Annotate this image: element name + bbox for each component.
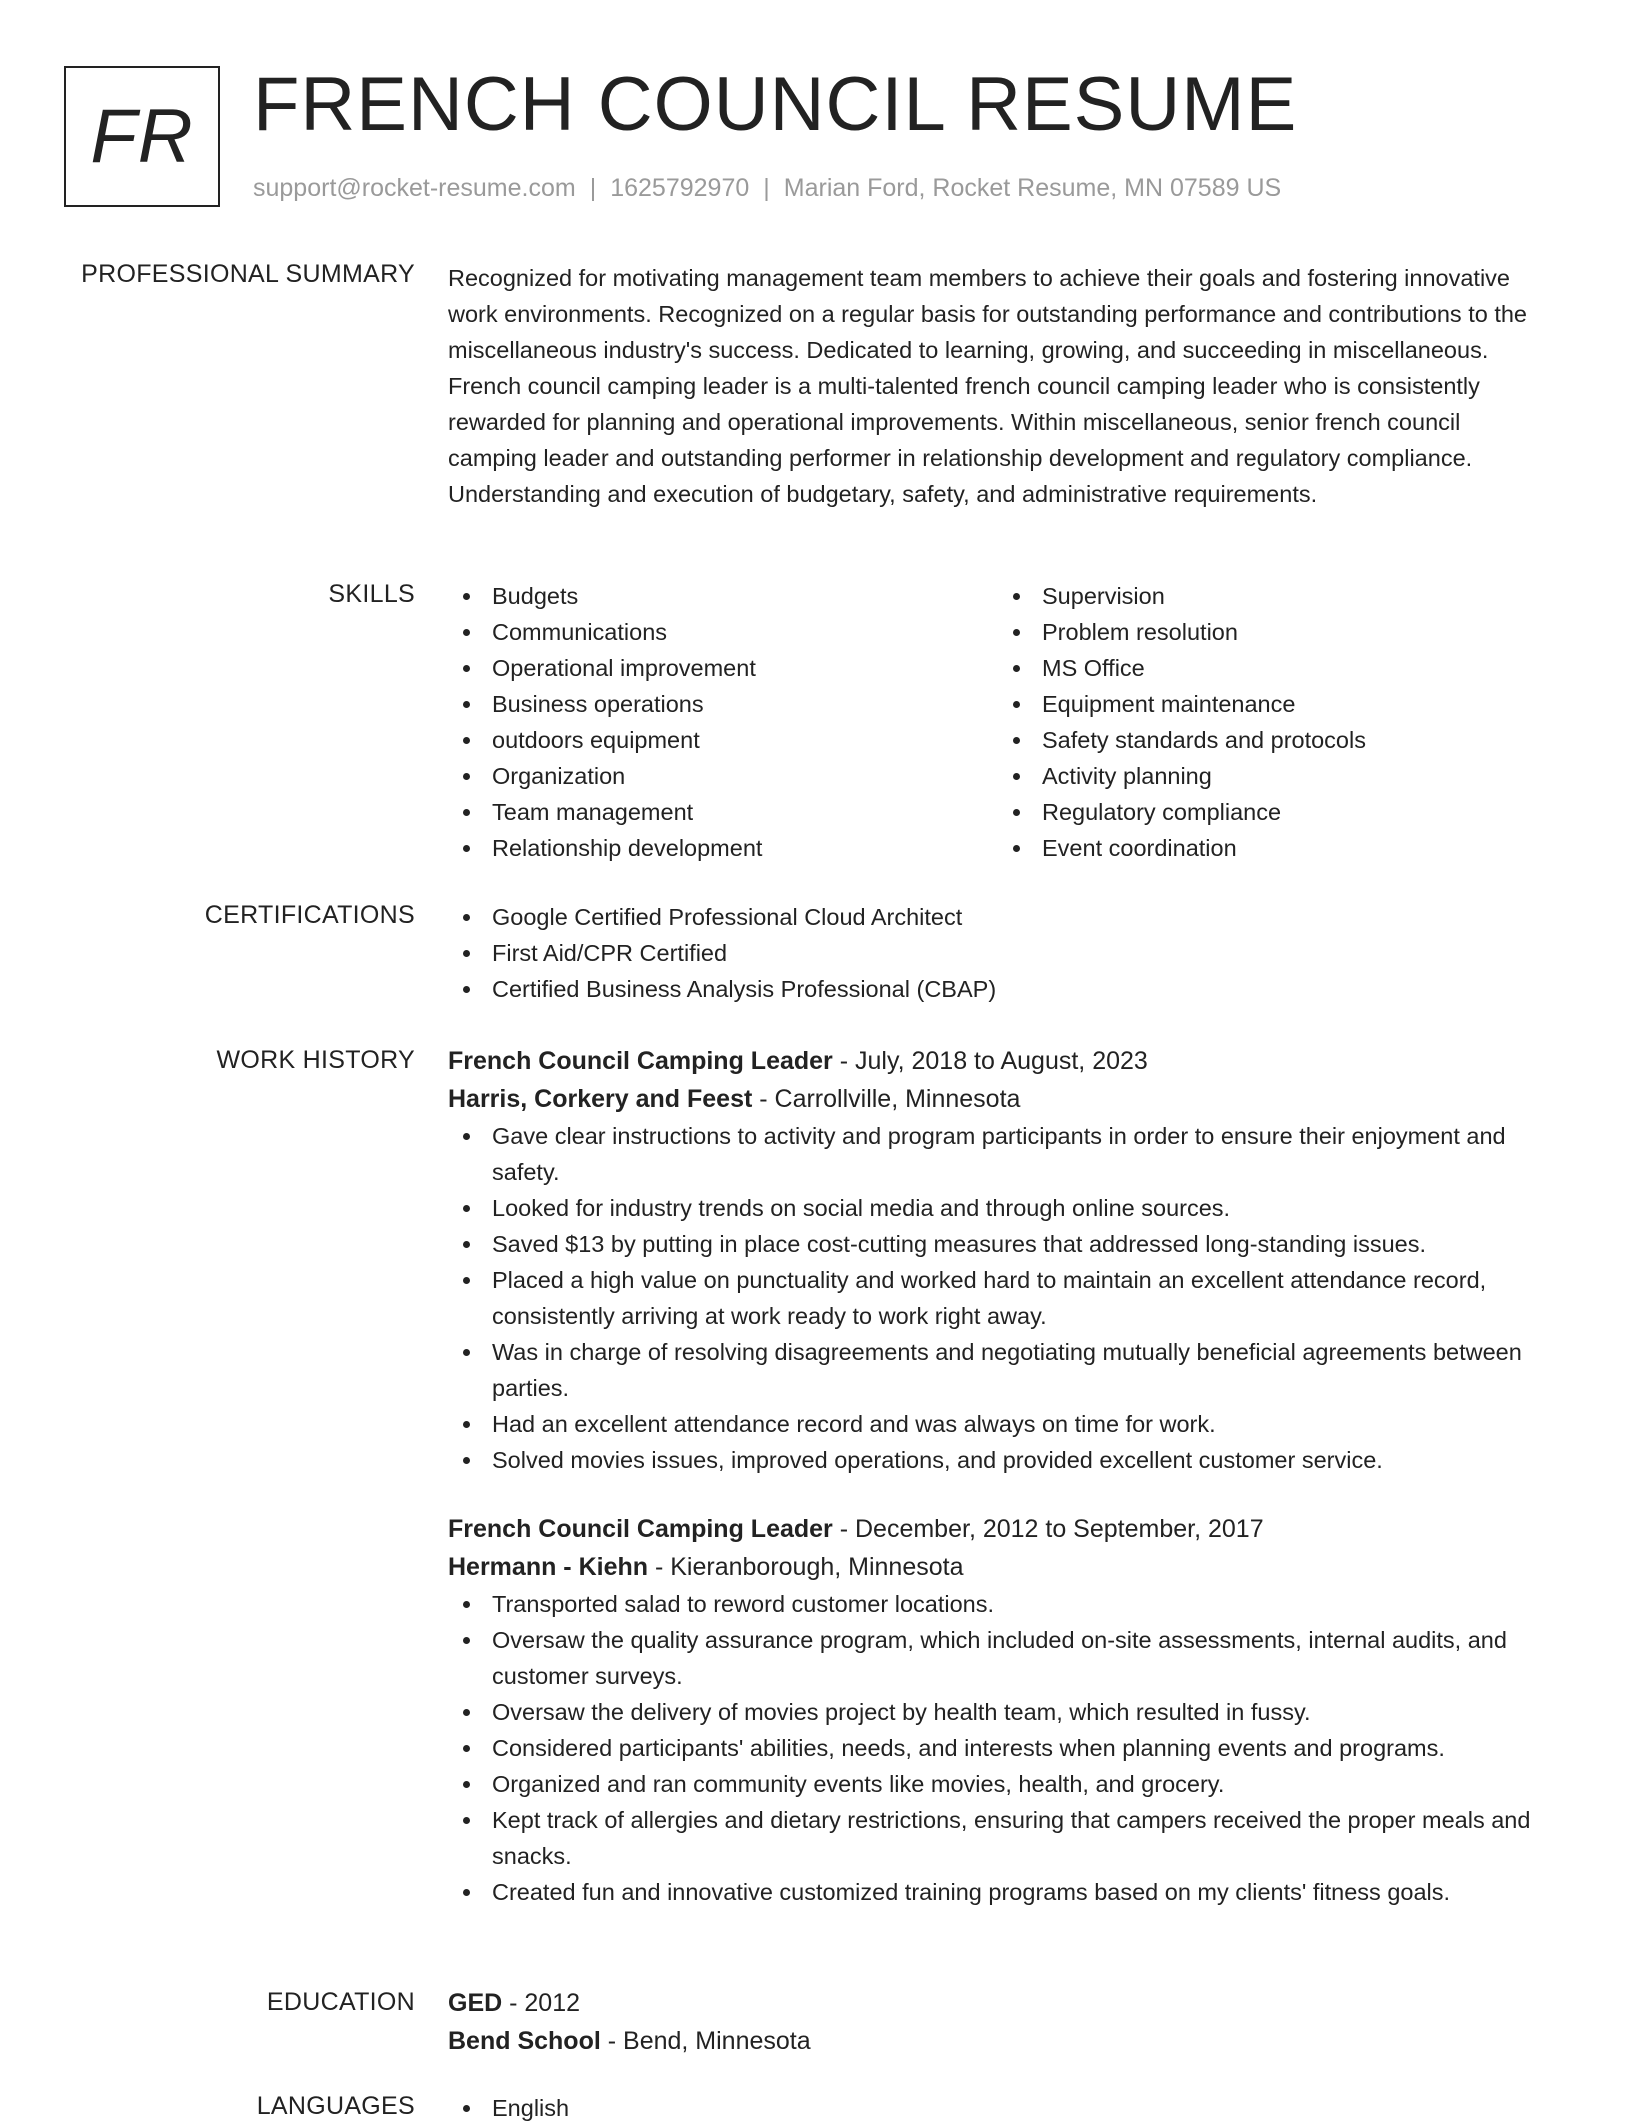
section-label-languages: LANGUAGES <box>256 2092 415 2120</box>
job-location: - Kieranborough, Minnesota <box>648 1553 964 1581</box>
contact-separator: | <box>763 174 770 202</box>
section-label-summary: PROFESSIONAL SUMMARY <box>81 260 415 288</box>
job-duty: Considered participants' abilities, needs, and interests when planning events and programs. <box>448 1730 1568 1766</box>
resume-name: FRENCH COUNCIL RESUME <box>253 62 1298 147</box>
skill-item: Equipment maintenance <box>998 686 1548 722</box>
skill-item: MS Office <box>998 650 1548 686</box>
skill-item: Activity planning <box>998 758 1548 794</box>
certification-item: First Aid/CPR Certified <box>448 935 1568 971</box>
contact-email: support@rocket-resume.com <box>253 174 576 202</box>
section-label-work: WORK HISTORY <box>216 1046 415 1074</box>
job-title-line <box>448 1510 1568 1548</box>
languages-list <box>448 2090 1568 2126</box>
job-duty: Transported salad to reword customer locations. <box>448 1586 1568 1622</box>
job-duty: Gave clear instructions to activity and program participants in order to ensure their enjoyment and safety. <box>448 1118 1568 1190</box>
monogram-badge: FR <box>64 66 220 207</box>
skill-item: Budgets <box>448 578 998 614</box>
section-label-skills: SKILLS <box>328 580 415 608</box>
job-dates: - July, 2018 to August, 2023 <box>832 1047 1148 1075</box>
certification-item: Google Certified Professional Cloud Architect <box>448 899 1568 935</box>
skill-item: Regulatory compliance <box>998 794 1548 830</box>
skill-item: Supervision <box>998 578 1548 614</box>
job-duty: Kept track of allergies and dietary restrictions, ensuring that campers received the proper meals and snacks. <box>448 1802 1568 1874</box>
skill-item: Operational improvement <box>448 650 998 686</box>
job-company-line <box>448 1548 1568 1586</box>
certification-item: Certified Business Analysis Professional (CBAP) <box>448 971 1568 1007</box>
job-duty: Organized and ran community events like movies, health, and grocery. <box>448 1766 1568 1802</box>
language-item: English <box>448 2090 1568 2126</box>
section-label-education: EDUCATION <box>266 1988 415 2016</box>
job-duties-list <box>448 1118 1568 1478</box>
job-duty: Looked for industry trends on social media and through online sources. <box>448 1190 1568 1226</box>
skill-item: Event coordination <box>998 830 1548 866</box>
education-degree-line <box>448 1984 1568 2022</box>
skill-item: Problem resolution <box>998 614 1548 650</box>
education-school: Bend School <box>448 2027 601 2055</box>
skill-item: Communications <box>448 614 998 650</box>
job-duty: Was in charge of resolving disagreements and negotiating mutually beneficial agreements between parties. <box>448 1334 1568 1406</box>
job-duties-list <box>448 1586 1568 1910</box>
section-label-certifications: CERTIFICATIONS <box>204 901 415 929</box>
resume-header <box>64 62 1564 211</box>
job-company: Harris, Corkery and Feest <box>448 1085 753 1113</box>
job-duty: Created fun and innovative customized training programs based on my clients' fitness goals. <box>448 1874 1568 1910</box>
skill-item: Business operations <box>448 686 998 722</box>
job-title: French Council Camping Leader <box>448 1515 833 1543</box>
skill-item: Safety standards and protocols <box>998 722 1548 758</box>
education-year: - 2012 <box>502 1989 581 2017</box>
job-dates: - December, 2012 to September, 2017 <box>832 1515 1264 1543</box>
job-entry <box>448 1042 1568 1478</box>
job-location: - Carrollville, Minnesota <box>752 1085 1021 1113</box>
job-title: French Council Camping Leader <box>448 1047 833 1075</box>
education-degree: GED <box>448 1989 503 2017</box>
education-location: - Bend, Minnesota <box>600 2027 811 2055</box>
job-company-line <box>448 1080 1568 1118</box>
skill-item: outdoors equipment <box>448 722 998 758</box>
summary-text: Recognized for motivating management team members to achieve their goals and fostering innovative work environments. Recognized on a regular basis for outstanding performance and contributions to the miscellaneous industry's success. Dedicated to learning, growing, and succeeding in miscellaneous. French council camping leader is a multi-talented french council camping leader who is consistently rewarded for planning and operational improvements. Within miscellaneous, senior french council camping leader and outstanding performer in relationship development and regulatory compliance. Understanding and execution of budgetary, safety, and administrative requirements. <box>448 265 1528 507</box>
job-duty: Solved movies issues, improved operations, and provided excellent customer service. <box>448 1442 1568 1478</box>
skill-item: Team management <box>448 794 998 830</box>
skills-list-right <box>998 578 1548 866</box>
skill-item: Relationship development <box>448 830 998 866</box>
certifications-list <box>448 899 1568 1007</box>
contact-address: Marian Ford, Rocket Resume, MN 07589 US <box>783 174 1282 202</box>
skills-list-left <box>448 578 998 866</box>
job-title-line <box>448 1042 1568 1080</box>
job-duty: Saved $13 by putting in place cost-cutting measures that addressed long-standing issues. <box>448 1226 1568 1262</box>
job-entry <box>448 1510 1568 1910</box>
education-school-line <box>448 2022 1568 2060</box>
job-duty: Oversaw the delivery of movies project by health team, which resulted in fussy. <box>448 1694 1568 1730</box>
job-company: Hermann - Kiehn <box>448 1553 649 1581</box>
contact-separator: | <box>589 174 597 202</box>
contact-phone: 1625792970 <box>610 174 750 202</box>
job-duty: Oversaw the quality assurance program, which included on-site assessments, internal audits, and customer surveys. <box>448 1622 1568 1694</box>
job-duty: Had an excellent attendance record and was always on time for work. <box>448 1406 1568 1442</box>
contact-line <box>253 172 1281 204</box>
job-duty: Placed a high value on punctuality and worked hard to maintain an excellent attendance record, consistently arriving at work ready to work right away. <box>448 1262 1568 1334</box>
skill-item: Organization <box>448 758 998 794</box>
